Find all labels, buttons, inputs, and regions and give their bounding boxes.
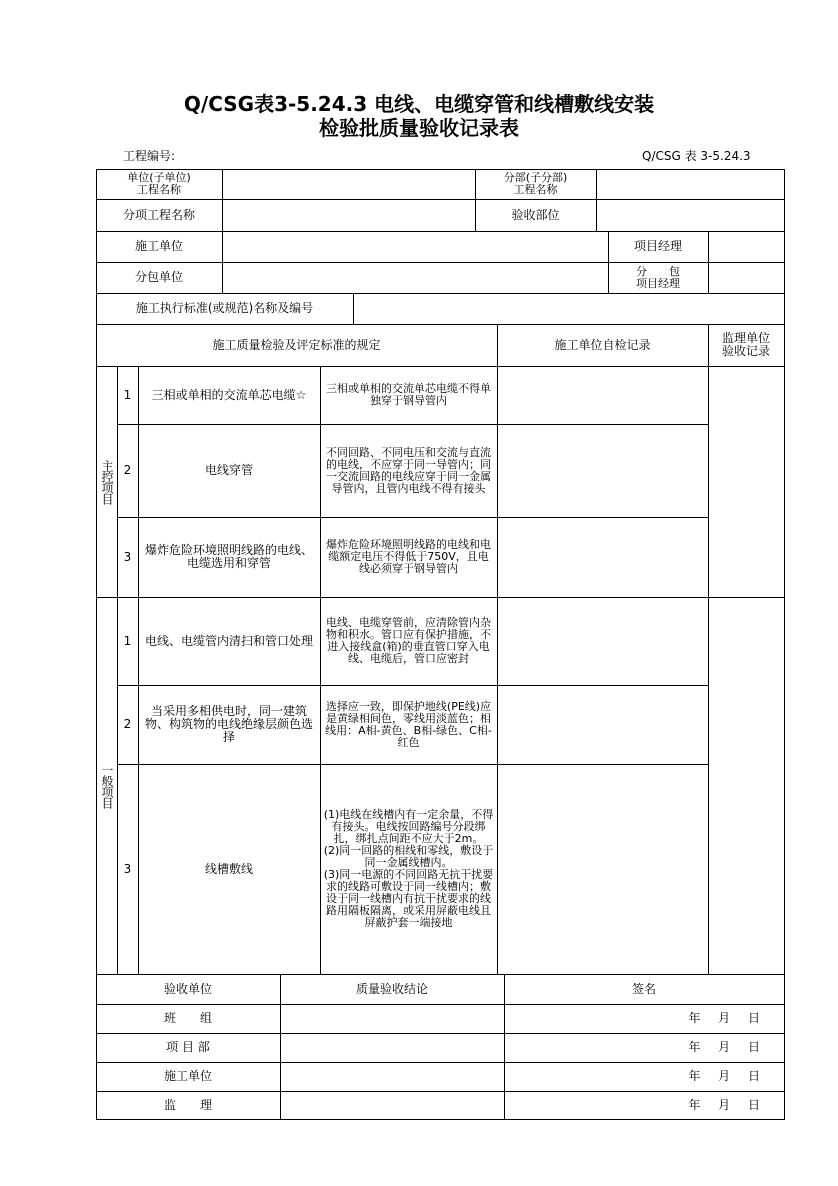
subsection-name-label: 分部(子分部) 工程名称	[503, 171, 568, 196]
subsection-name-field[interactable]	[596, 169, 784, 199]
acceptance-sign-header: 签名	[631, 981, 656, 996]
general-item-1-self-check[interactable]	[497, 597, 708, 685]
acceptance-construction-date[interactable]: 年 月 日	[688, 1069, 760, 1083]
item-name-label: 分项工程名称	[122, 207, 195, 222]
acceptance-construction-conclusion[interactable]	[280, 1062, 504, 1091]
supervision-column-header: 监理单位 验收记录	[721, 331, 770, 358]
acceptance-row-construction: 施工单位	[163, 1069, 212, 1083]
standard-field[interactable]	[353, 293, 784, 324]
acceptance-conclusion-header: 质量验收结论	[355, 981, 428, 996]
subcontract-unit-label: 分包单位	[134, 270, 183, 284]
general-item-1-standard: 电线、电缆穿管前，应清除管内杂物和积水。管口应有保护措施，不进入接线盒(箱)的垂直管口穿入电线、电缆后，管口应密封	[326, 616, 491, 665]
item-name-field[interactable]	[222, 199, 475, 231]
general-item-3-standard: (1)电线在线槽内有一定余量，不得有接头。电线按回路编号分段绑扎，绑扎点间距不应大于2m。 (2)同一回路的相线和零线，敷设于同一金属线槽内。 (3)同一电源的不同回路无抗干扰要求的线路可敷设于同一线槽内；敷设于同一线槽内有抗干扰要求的线路用隔板隔离，或采用屏蔽电线且屏蔽护套一端接地	[323, 808, 494, 929]
main-item-1-self-check[interactable]	[497, 366, 708, 424]
general-item-3-self-check[interactable]	[497, 764, 708, 974]
main-item-2-name: 电线穿管	[204, 463, 253, 477]
form-code: Q/CSG 表 3-5.24.3	[642, 149, 751, 163]
acceptance-supervision-conclusion[interactable]	[280, 1091, 504, 1119]
general-item-3-no: 3	[123, 861, 132, 876]
accept-part-field[interactable]	[596, 199, 784, 231]
general-item-2-name: 当采用多相供电时，同一建筑物、构筑物的电线绝缘层颜色选择	[144, 704, 313, 744]
general-item-2-standard: 选择应一致，即保护地线(PE线)应是黄绿相间色，零线用淡蓝色；相线用：A相-黄色、B相-绿色、C相-红色	[325, 699, 492, 749]
acceptance-project-dept-date[interactable]: 年 月 日	[688, 1040, 760, 1054]
subcontract-manager-field[interactable]	[708, 262, 784, 293]
subcontract-unit-field[interactable]	[222, 262, 608, 293]
main-item-1-standard: 三相或单相的交流单芯电缆不得单独穿于钢导管内	[326, 382, 491, 407]
main-items-label: 主控项目	[100, 459, 114, 504]
acceptance-project-dept-conclusion[interactable]	[280, 1033, 504, 1062]
construction-unit-label: 施工单位	[134, 239, 183, 253]
general-item-2-no: 2	[123, 717, 132, 731]
unit-name-field[interactable]	[222, 169, 475, 199]
acceptance-row-team: 班 组	[163, 1011, 212, 1025]
general-items-supervision[interactable]	[708, 597, 784, 974]
acceptance-supervision-date[interactable]: 年 月 日	[688, 1097, 760, 1112]
page-title: Q/CSG表3-5.24.3 电线、电缆穿管和线槽敷线安装	[183, 92, 655, 116]
grid-line	[96, 1119, 785, 1120]
main-item-2-no: 2	[123, 463, 132, 477]
main-item-1-no: 1	[123, 387, 132, 402]
acceptance-row-supervision: 监 理	[163, 1097, 212, 1112]
acceptance-team-conclusion[interactable]	[280, 1004, 504, 1033]
unit-name-label: 单位(子单位) 工程名称	[127, 171, 191, 196]
page-subtitle: 检验批质量验收记录表	[319, 116, 519, 140]
main-item-3-standard: 爆炸危险环境照明线路的电线和电缆额定电压不得低于750V，且电线必须穿于钢导管内	[326, 538, 491, 575]
main-item-2-self-check[interactable]	[497, 424, 708, 517]
construction-unit-field[interactable]	[222, 231, 608, 262]
standard-label: 施工执行标准(或规范)名称及编号	[135, 301, 314, 315]
general-item-3-name: 线槽敷线	[204, 861, 253, 876]
acceptance-team-date[interactable]: 年 月 日	[688, 1011, 760, 1025]
grid-line	[784, 169, 785, 1120]
spec-column-header: 施工质量检验及评定标准的规定	[212, 337, 381, 352]
main-item-3-no: 3	[123, 549, 132, 564]
general-item-1-name: 电线、电缆管内清扫和管口处理	[144, 633, 313, 648]
acceptance-row-project-dept: 项 目 部	[166, 1040, 210, 1054]
main-item-3-self-check[interactable]	[497, 517, 708, 597]
accept-part-label: 验收部位	[511, 207, 560, 222]
project-no-label: 工程编号:	[123, 149, 176, 163]
general-item-1-no: 1	[123, 633, 132, 648]
project-manager-field[interactable]	[708, 231, 784, 262]
project-manager-label: 项目经理	[633, 239, 682, 253]
main-item-3-name: 爆炸危险环境照明线路的电线、电缆选用和穿管	[144, 543, 313, 570]
main-item-1-name: 三相或单相的交流单芯电缆☆	[151, 387, 307, 402]
main-items-supervision[interactable]	[708, 366, 784, 597]
subcontract-manager-label: 分 包 项目经理	[636, 264, 680, 290]
general-item-2-self-check[interactable]	[497, 685, 708, 764]
general-items-label: 一般项目	[100, 763, 114, 808]
acceptance-unit-header: 验收单位	[163, 981, 212, 996]
self-check-column-header: 施工单位自检记录	[554, 337, 651, 352]
main-item-2-standard: 不同回路、不同电压和交流与直流的电线，不应穿于同一导管内；同一交流回路的电线应穿于同一金属导管内，且管内电线不得有接头	[326, 445, 491, 495]
